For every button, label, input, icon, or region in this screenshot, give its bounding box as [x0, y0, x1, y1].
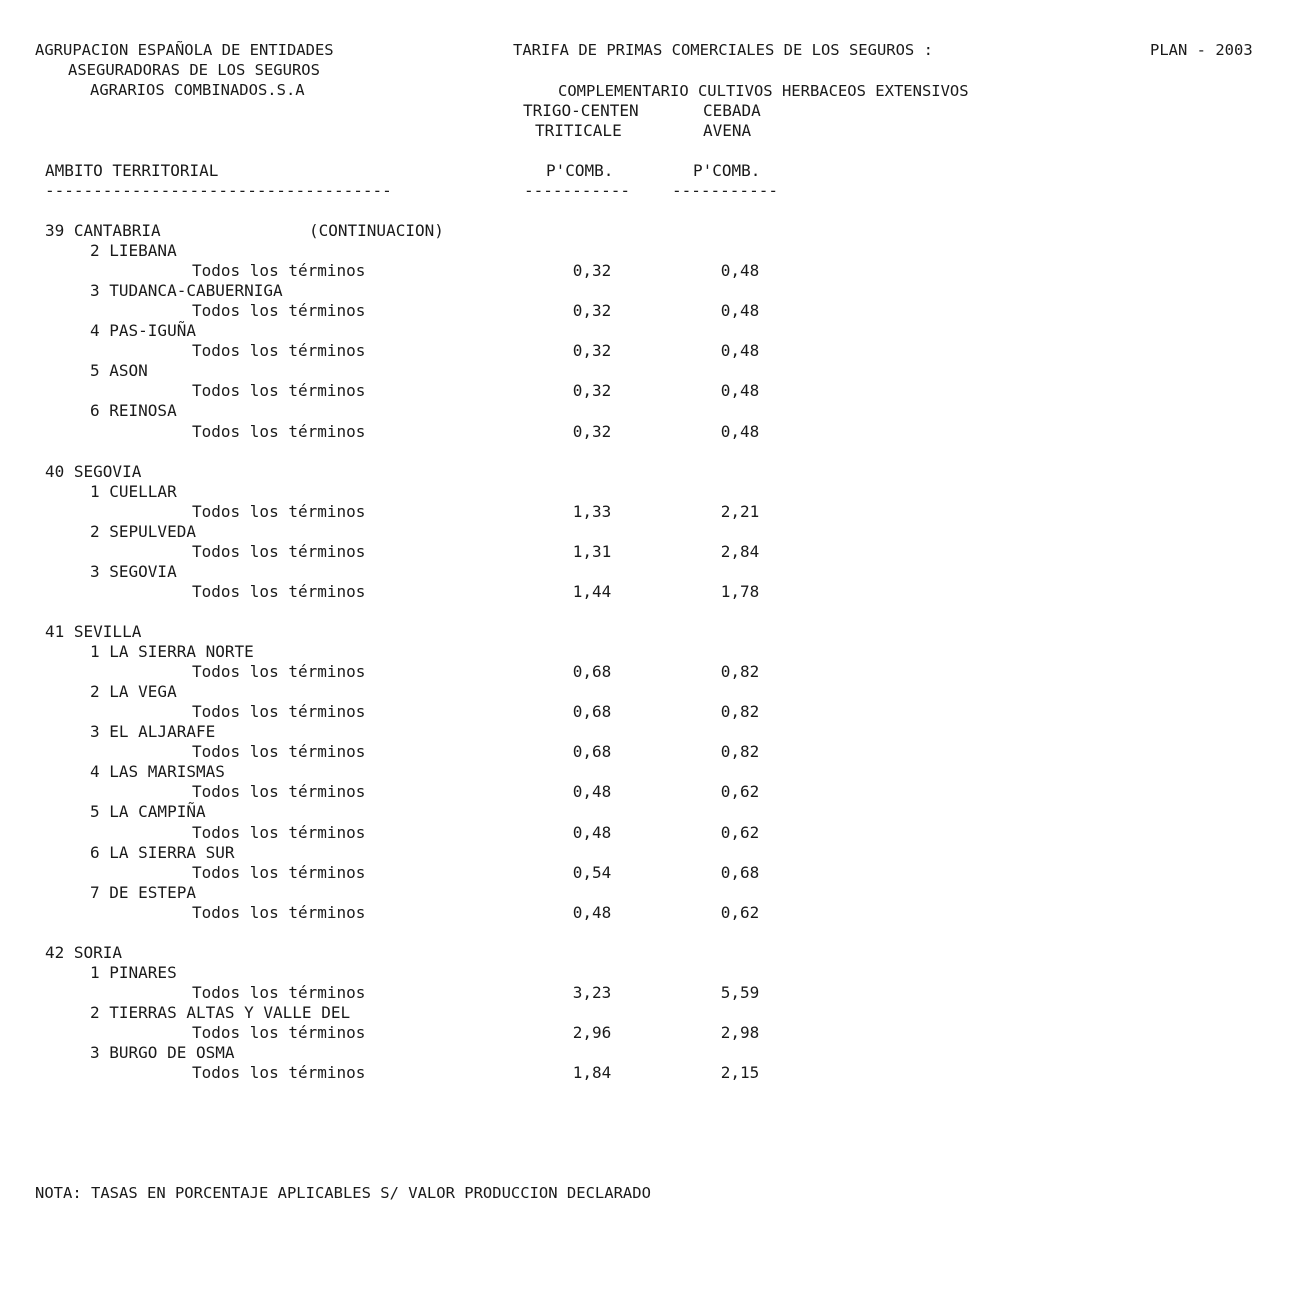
premium-col2-value: 0,48 — [720, 421, 760, 441]
org-name-line-3: AGRARIOS COMBINADOS.S.A — [90, 81, 305, 99]
term-label: Todos los términos — [192, 862, 366, 882]
premium-col1-value: 0,68 — [572, 662, 612, 682]
footer-note: NOTA: TASAS EN PORCENTAJE APLICABLES S/ VALOR PRODUCCION DECLARADO — [35, 1184, 651, 1202]
comarca-name: 6 REINOSA — [90, 401, 177, 421]
premium-col2-value: 2,15 — [720, 1063, 760, 1083]
term-label: Todos los términos — [192, 822, 366, 842]
premium-col1-value: 0,68 — [572, 702, 612, 722]
premium-col1-value: 0,48 — [572, 902, 612, 922]
comarca-name: 7 DE ESTEPA — [90, 882, 196, 902]
term-label: Todos los términos — [192, 341, 366, 361]
province-name: 41 SEVILLA — [45, 622, 142, 641]
premium-col2-value: 1,78 — [720, 581, 760, 601]
province-name: 42 SORIA — [45, 942, 123, 962]
premium-col1-value: 0,32 — [572, 421, 612, 441]
term-label: Todos los términos — [192, 421, 366, 441]
comarca-name: 2 TIERRAS ALTAS Y VALLE DEL — [90, 1002, 351, 1022]
premium-col1-value: 1,33 — [572, 501, 612, 521]
comarca-name: 1 LA SIERRA NORTE — [90, 642, 254, 662]
comarca-name: 1 CUELLAR — [90, 481, 177, 501]
premium-col2-value: 0,48 — [720, 261, 760, 281]
comarca-name: 5 LA CAMPIÑA — [90, 802, 206, 822]
comarca-name: 2 LA VEGA — [90, 682, 177, 702]
province-name: 39 CANTABRIA — [45, 221, 161, 240]
premium-col1-value: 0,48 — [572, 782, 612, 802]
comarca-name: 1 PINARES — [90, 962, 177, 982]
term-label: Todos los términos — [192, 261, 366, 281]
province-name: 40 SEGOVIA — [45, 461, 142, 481]
comarca-name: 2 SEPULVEDA — [90, 521, 196, 541]
premium-col2-value: 2,21 — [720, 501, 760, 521]
col2-title-line-1: CEBADA — [703, 101, 761, 120]
comarca-name: 3 TUDANCA-CABUERNIGA — [90, 281, 283, 301]
org-name-line-2: ASEGURADORAS DE LOS SEGUROS — [68, 61, 320, 79]
territory-column-header: AMBITO TERRITORIAL — [45, 161, 219, 180]
comarca-name: 3 EL ALJARAFE — [90, 722, 216, 742]
premium-col2-value: 0,62 — [720, 902, 760, 922]
term-label: Todos los términos — [192, 1023, 366, 1042]
comarca-name: 3 SEGOVIA — [90, 561, 177, 581]
premium-col1-value: 0,32 — [572, 261, 612, 281]
term-label: Todos los términos — [192, 381, 366, 401]
term-label: Todos los términos — [192, 581, 366, 601]
term-label: Todos los términos — [192, 541, 366, 561]
plan-label: PLAN - 2003 — [1150, 41, 1253, 59]
premium-col1-value: 3,23 — [572, 982, 612, 1002]
premium-col2-value: 0,82 — [720, 702, 760, 722]
premium-col1-value: 0,68 — [572, 742, 612, 762]
header-rule-col2: ----------- — [672, 181, 778, 200]
term-label: Todos los términos — [192, 902, 366, 922]
premium-col2-value: 5,59 — [720, 982, 760, 1002]
comarca-name: 2 LIEBANA — [90, 241, 177, 261]
premium-col2-value: 0,82 — [720, 742, 760, 762]
term-label: Todos los términos — [192, 742, 366, 762]
comarca-name: 4 LAS MARISMAS — [90, 762, 225, 782]
premium-col1-value: 1,84 — [572, 1063, 612, 1083]
term-label: Todos los términos — [192, 702, 366, 722]
term-label: Todos los términos — [192, 1063, 366, 1083]
premium-col1-value: 2,96 — [572, 1023, 612, 1042]
premium-col2-value: 0,48 — [720, 301, 760, 321]
premium-col2-value: 0,68 — [720, 862, 760, 882]
col1-title-line-1: TRIGO-CENTEN — [523, 101, 639, 120]
premium-col2-value: 0,48 — [720, 381, 760, 401]
premium-col1-value: 0,32 — [572, 381, 612, 401]
premium-col2-value: 2,98 — [720, 1023, 760, 1042]
term-label: Todos los términos — [192, 982, 366, 1002]
premium-col1-value: 0,54 — [572, 862, 612, 882]
page-subtitle: COMPLEMENTARIO CULTIVOS HERBACEOS EXTENSIVOS — [558, 82, 969, 100]
header-rule-col1: ----------- — [524, 181, 630, 200]
comarca-name: 3 BURGO DE OSMA — [90, 1043, 235, 1063]
col1-header: P'COMB. — [546, 161, 614, 180]
page-title: TARIFA DE PRIMAS COMERCIALES DE LOS SEGUROS : — [513, 41, 933, 59]
comarca-name: 5 ASON — [90, 361, 148, 381]
premium-col1-value: 0,32 — [572, 301, 612, 321]
header-rule-territory: ------------------------------------ — [45, 181, 392, 200]
term-label: Todos los términos — [192, 501, 366, 521]
premium-col1-value: 0,48 — [572, 822, 612, 842]
premium-col2-value: 0,82 — [720, 662, 760, 682]
premium-col2-value: 0,62 — [720, 782, 760, 802]
comarca-name: 4 PAS-IGUÑA — [90, 321, 196, 341]
org-name-line-1: AGRUPACION ESPAÑOLA DE ENTIDADES — [35, 41, 334, 59]
term-label: Todos los términos — [192, 782, 366, 802]
col2-header: P'COMB. — [693, 161, 761, 180]
province-note: (CONTINUACION) — [309, 221, 444, 240]
col2-title-line-2: AVENA — [703, 121, 752, 140]
term-label: Todos los términos — [192, 662, 366, 682]
premium-col2-value: 0,48 — [720, 341, 760, 361]
premium-col1-value: 0,32 — [572, 341, 612, 361]
premium-col2-value: 0,62 — [720, 822, 760, 842]
premium-col1-value: 1,44 — [572, 581, 612, 601]
term-label: Todos los términos — [192, 301, 366, 321]
comarca-name: 6 LA SIERRA SUR — [90, 842, 235, 862]
premium-col2-value: 2,84 — [720, 541, 760, 561]
premium-col1-value: 1,31 — [572, 541, 612, 561]
col1-title-line-2: TRITICALE — [535, 121, 622, 140]
